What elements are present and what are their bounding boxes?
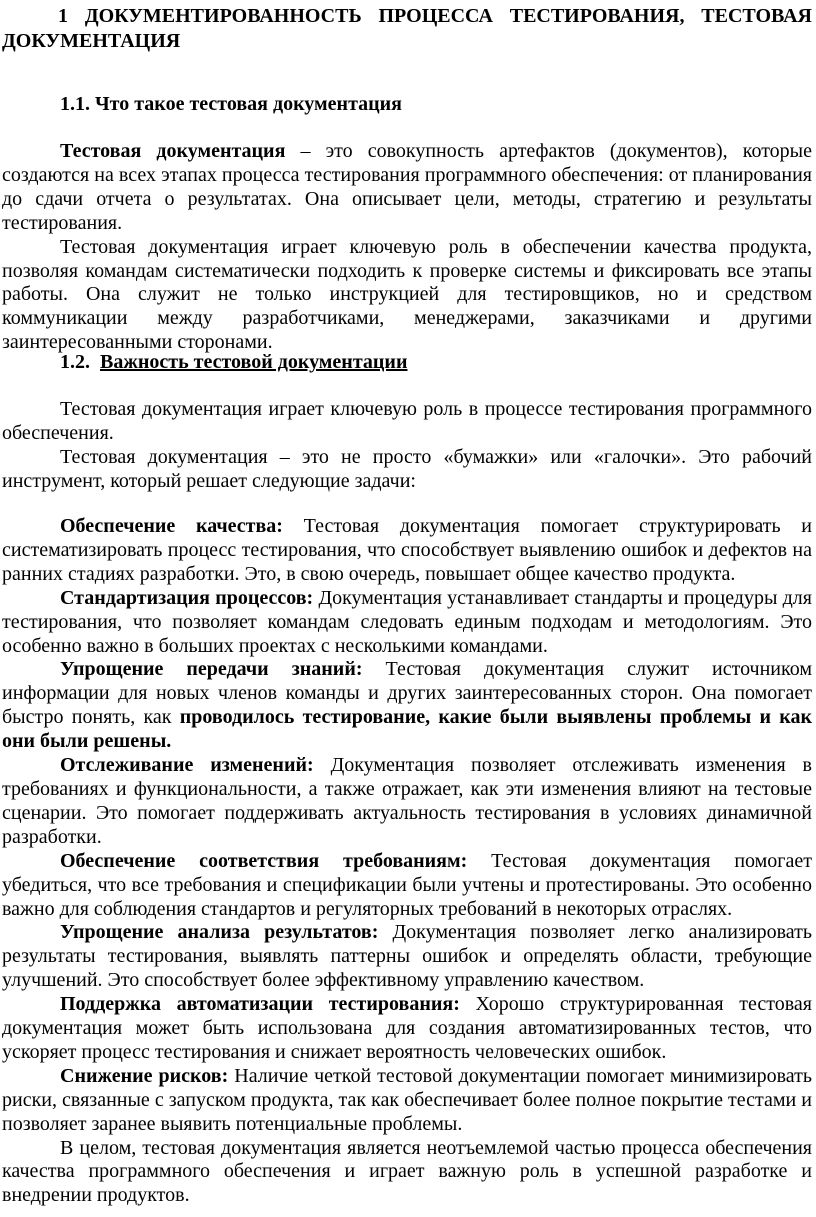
task-term: Отслеживание изменений: (60, 754, 314, 777)
task-term: Стандартизация процессов: (60, 586, 314, 609)
intro-paragraph-2: Тестовая документация – это не просто «бумажки» или «галочки». Это рабочий инструмент, который решает следующие задачи: (2, 445, 812, 492)
chapter-heading (2, 4, 812, 54)
section-1-title: Что такое тестовая документация (95, 93, 403, 115)
task-text: Тестовая документация помогает структурировать и систематизировать процесс тестирования, что способствует выявлению ошибок и дефектов на ранних стадиях разработки. Это, в свою очередь, повышает общее качество продукта. (2, 515, 812, 585)
task-term: Упрощение анализа результатов: (60, 921, 379, 944)
intro-paragraph-1: Тестовая документация играет ключевую роль в процессе тестирования программного обеспечения. (2, 398, 812, 444)
task-term: Снижение рисков: (60, 1064, 229, 1087)
section-2-intro (2, 398, 812, 494)
task-item (2, 754, 812, 850)
section-1-heading (60, 92, 402, 117)
section-2-title: Важность тестовой документации (100, 351, 408, 373)
task-text: Документация позволяет отслеживать изменения в требованиях и функциональности, а также отражает, как эти изменения влияют на тестовые сценарии. Это помогает поддерживать актуальность тестирования в условиях динамичной разработки. (2, 754, 812, 848)
task-item (2, 850, 812, 922)
task-term: Поддержка автоматизации тестирования: (60, 993, 460, 1016)
definition-paragraph (2, 140, 812, 236)
task-item (2, 515, 812, 587)
task-text: Документация устанавливает стандарты и процедуры для тестирования, что позволяет командам следовать единым подходам и методологиям. Это особенно важно в больших проектах с несколькими командами. (2, 586, 812, 657)
definition-term: Тестовая документация (60, 140, 286, 162)
task-text: Документация позволяет легко анализировать результаты тестирования, выявлять паттерны ошибок и определять области, требующие улучшений. Это способствует более эффективному управлению качеством. (2, 921, 812, 992)
section-1-number: 1.1. (60, 93, 90, 115)
task-text: Тестовая документация помогает убедиться, что все требования и спецификации были учтены и протестированы. Это особенно важно для соблюдения стандартов и регуляторных требований в некоторых отраслях. (2, 849, 813, 920)
task-item (2, 921, 812, 993)
task-text: Тестовая документация служит источником информации для новых членов команды и других заинтересованных сторон. Она помогает быстро понять, как (2, 658, 812, 729)
role-paragraph: Тестовая документация играет ключевую роль в обеспечении качества продукта, позволяя командам систематически подходить к проверке системы и фиксировать все этапы работы. Она служит не только инструкцией для тестировщиков, но и средством коммуникации между разработчиками, менеджерами, заказчиками и другими заинтересованными сторонами. (2, 235, 812, 354)
task-emphasis: проводилось тестирование, какие были выявлены проблемы и как они были решены. (2, 706, 812, 753)
section-2-number: 1.2. (60, 351, 90, 373)
chapter-number: 1 (58, 5, 68, 27)
task-item (2, 993, 812, 1065)
task-text: Наличие четкой тестовой документации помогает минимизировать риски, связанные с запуском продукта, так как обеспечивает более полное покрытие тестами и позволяет заранее выявить потенциальные проблемы. (2, 1064, 813, 1135)
chapter-title-text: ДОКУМЕНТИРОВАННОСТЬ ПРОЦЕССА ТЕСТИРОВАНИЯ, ТЕСТОВАЯ ДОКУМЕНТАЦИЯ (2, 5, 813, 52)
task-term: Обеспечение соответствия требованиям: (60, 849, 468, 872)
task-item (2, 658, 812, 754)
conclusion-paragraph: В целом, тестовая документация является неотъемлемой частью процесса обеспечения качества программного обеспечения и играет важную роль в успешной разработке и внедрении продуктов. (2, 1136, 812, 1207)
tasks-list (2, 515, 812, 1208)
task-item (2, 1065, 812, 1137)
definition-text: – это совокупность артефактов (документов), которые создаются на всех этапах процесса тестирования программного обеспечения: от планирования до сдачи отчета о результатах. Она описывает цели, методы, стратегию и результаты тестирования. (2, 140, 812, 234)
task-text: Хорошо структурированная тестовая документация может быть использована для создания автоматизированных тестов, что ускоряет процесс тестирования и снижает вероятность человеческих ошибок. (2, 993, 813, 1063)
task-item (2, 587, 812, 659)
section-1-body (2, 140, 812, 355)
task-term: Обеспечение качества: (60, 515, 283, 537)
task-term: Упрощение передачи знаний: (60, 658, 363, 681)
section-2-heading (60, 350, 407, 375)
